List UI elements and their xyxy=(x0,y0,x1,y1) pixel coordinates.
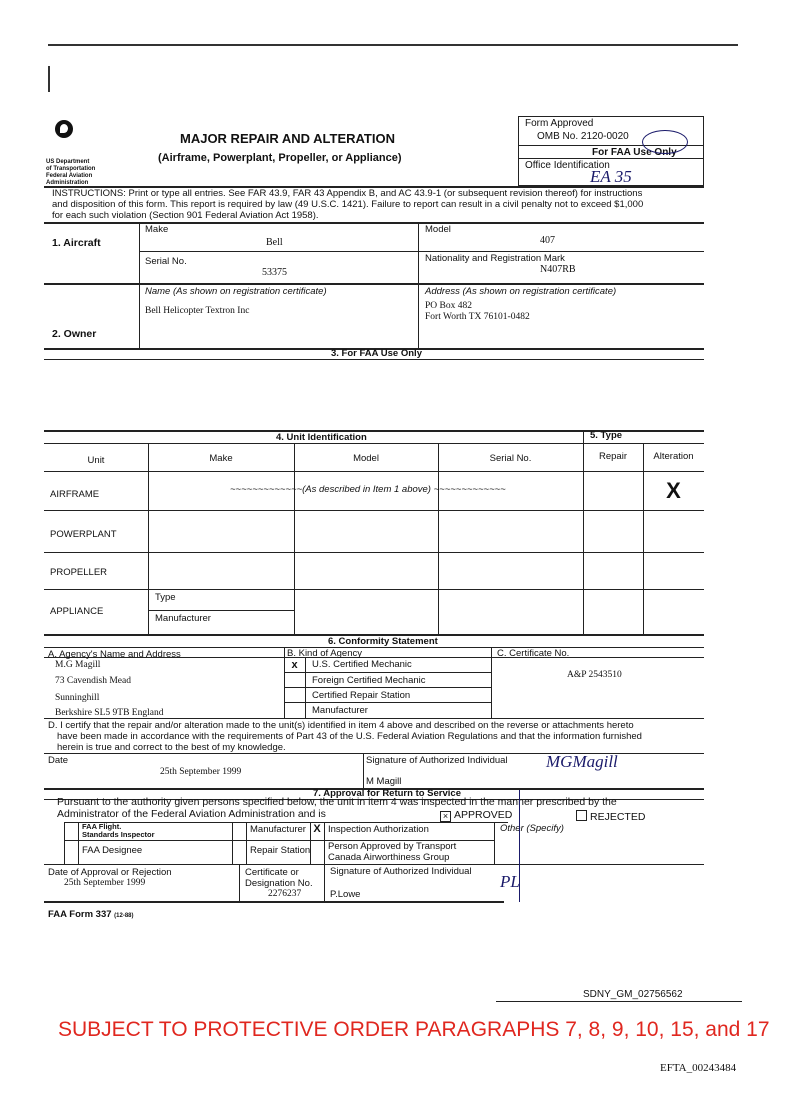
cert-label: C. Certificate No. xyxy=(497,648,570,659)
type-title: 5. Type xyxy=(590,430,623,441)
person-approved: Person Approved by Transport xyxy=(328,841,457,852)
faa-form-date: (12-88) xyxy=(114,913,134,919)
approval-sig-label: Signature of Authorized Individual xyxy=(330,866,472,877)
hand-drawn-line xyxy=(519,790,520,902)
dot-logo-icon xyxy=(55,120,73,138)
agency-label: A. Agency's Name and Address xyxy=(48,649,181,660)
instructions-line-3: for each such violation (Section 901 Federal Aviation Act 1958). xyxy=(52,210,319,221)
serial-label: Serial No. xyxy=(145,256,187,267)
canada-group: Canada Airworthiness Group xyxy=(328,852,450,863)
faa-flight: FAA Flight. xyxy=(82,822,122,831)
bates-number: SDNY_GM_02756562 xyxy=(583,989,683,1000)
omb-number: OMB No. 2120-0020 xyxy=(537,131,629,142)
cert-number: A&P 2543510 xyxy=(567,670,622,680)
col-repair: Repair xyxy=(599,451,627,462)
certify-line-3: herein is true and correct to the best of my knowledge. xyxy=(57,742,286,753)
rejected-checkbox[interactable] xyxy=(576,810,587,821)
conformity-sig-name: M Magill xyxy=(366,776,402,787)
conformity-signature: MGMagill xyxy=(546,752,618,771)
certify-line-2: have been made in accordance with the requirements of Part 43 of the U.S. Federal Aviation Regulations and that the information furnished xyxy=(57,731,642,742)
row-appliance: APPLIANCE xyxy=(50,606,104,617)
agency-line-4: Berkshire SL5 9TB England xyxy=(55,708,164,718)
aircraft-serial: 53375 xyxy=(262,267,287,278)
nationality-label: Nationality and Registration Mark xyxy=(425,253,565,264)
appliance-manufacturer-label: Manufacturer xyxy=(155,613,211,624)
conformity-date-label: Date xyxy=(48,755,69,766)
faa-use-only: For FAA Use Only xyxy=(592,147,677,158)
alteration-mark: X xyxy=(666,478,681,503)
kind-foreign-mechanic: Foreign Certified Mechanic xyxy=(312,675,426,686)
col-make: Make xyxy=(209,453,233,464)
approval-title: 7. Approval for Return to Service xyxy=(313,788,461,799)
dept-line-2: of Transportation xyxy=(46,166,96,172)
conformity-date: 25th September 1999 xyxy=(160,767,242,777)
manufacturer-option: Manufacturer xyxy=(250,824,306,835)
certify-line-1: D. I certify that the repair and/or alteration made to the unit(s) identified in item 4 above and described on the reverse or attachments hereto xyxy=(48,720,634,731)
cert-designation-no: 2276237 xyxy=(268,889,302,899)
kind-manufacturer: Manufacturer xyxy=(312,705,368,716)
approval-text-1: Pursuant to the authority given persons specified below, the unit in item 4 was inspected in the manner prescribed by the xyxy=(57,796,617,808)
top-scan-line xyxy=(48,44,738,46)
other-specify: Other (Specify) xyxy=(500,823,564,834)
approved-checkbox[interactable]: × xyxy=(440,811,451,822)
faa-designee: FAA Designee xyxy=(82,845,143,856)
col-serial: Serial No. xyxy=(489,453,532,464)
col-alteration: Alteration xyxy=(653,451,694,462)
office-id-value: EA 35 xyxy=(590,167,632,186)
repair-station-option: Repair Station xyxy=(250,845,311,856)
inspection-authorization: Inspection Authorization xyxy=(328,824,429,835)
kind-agency-label: B. Kind of Agency xyxy=(287,648,362,659)
agency-line-1: M.G Magill xyxy=(55,660,101,670)
form-title: MAJOR REPAIR AND ALTERATION xyxy=(180,131,395,146)
owner-section-label: 2. Owner xyxy=(52,328,97,340)
office-id-label: Office Identification xyxy=(525,160,610,171)
form-approved: Form Approved xyxy=(525,118,594,129)
row-airframe: AIRFRAME xyxy=(50,489,100,500)
owner-address-1: PO Box 482 xyxy=(425,301,472,311)
faa-form-number-text: FAA Form 337 xyxy=(48,909,112,920)
rejected-label: REJECTED xyxy=(590,811,646,823)
handwritten-initials-circle xyxy=(642,130,688,154)
approval-text-2: Administrator of the Federal Aviation Administration and is xyxy=(57,808,326,820)
owner-name-label: Name (As shown on registration certificate) xyxy=(145,286,327,297)
model-label: Model xyxy=(425,224,451,235)
conformity-title: 6. Conformity Statement xyxy=(328,636,438,647)
conformity-sig-label: Signature of Authorized Individual xyxy=(366,755,508,766)
faa-use-title: 3. For FAA Use Only xyxy=(331,348,422,359)
inspection-mark: X xyxy=(313,823,321,835)
approval-date-label: Date of Approval or Rejection xyxy=(48,867,172,878)
approval-date: 25th September 1999 xyxy=(64,878,146,888)
dept-line-1: US Department xyxy=(46,159,90,165)
unit-id-title: 4. Unit Identification xyxy=(276,432,367,443)
col-unit: Unit xyxy=(87,455,105,466)
registration-mark: N407RB xyxy=(540,264,576,275)
row-propeller: PROPELLER xyxy=(50,567,108,578)
instructions-line-2: and disposition of this form. This report is required by law (49 U.S.C. 1421). Failure to report can result in a civil penalty not to exceed $1,000 xyxy=(52,199,644,210)
aircraft-make: Bell xyxy=(266,237,283,248)
instructions-line-1: INSTRUCTIONS: Print or type all entries. See FAR 43.9, FAR 43 Appendix B, and AC 43.9-1 (or subsequent revision thereof) for instructions xyxy=(52,188,643,199)
owner-address-label: Address (As shown on registration certificate) xyxy=(425,286,617,297)
agency-line-3: Sunninghill xyxy=(55,693,100,703)
efta-number: EFTA_00243484 xyxy=(660,1062,737,1074)
appliance-type-label: Type xyxy=(155,592,176,603)
aircraft-model: 407 xyxy=(540,235,555,246)
col-model: Model xyxy=(353,453,379,464)
protective-order-notice: SUBJECT TO PROTECTIVE ORDER PARAGRAPHS 7, 8, 9, 10, 15, and 17 xyxy=(58,1018,770,1041)
left-scan-mark xyxy=(48,66,50,92)
owner-address-2: Fort Worth TX 76101-0482 xyxy=(425,312,530,322)
dept-line-4: Administration xyxy=(46,180,89,186)
approval-signature: PL xyxy=(500,872,520,891)
faa-form-number xyxy=(48,909,134,922)
agency-line-2: 73 Cavendish Mead xyxy=(55,676,131,686)
airframe-note: ~~~~~~~~~~~~~(As described in Item 1 above) ~~~~~~~~~~~~~ xyxy=(230,484,506,495)
approval-sig-name: P.Lowe xyxy=(330,889,361,900)
cert-designation-label-1: Certificate or xyxy=(245,867,299,878)
row-powerplant: POWERPLANT xyxy=(50,529,117,540)
make-label: Make xyxy=(145,224,169,235)
owner-name: Bell Helicopter Textron Inc xyxy=(145,306,250,316)
rejected-option xyxy=(576,810,645,823)
approved-label: APPROVED xyxy=(454,809,513,821)
kind-us-mechanic: U.S. Certified Mechanic xyxy=(312,659,412,670)
kind-mark: x xyxy=(291,659,298,671)
approved-option xyxy=(440,810,512,822)
form-subtitle: (Airframe, Powerplant, Propeller, or Appliance) xyxy=(158,152,402,164)
kind-repair-station: Certified Repair Station xyxy=(312,690,411,701)
cert-designation-label-2: Designation No. xyxy=(245,878,313,889)
standards-inspector: Standards Inspector xyxy=(82,830,155,839)
aircraft-section-label: 1. Aircraft xyxy=(52,237,101,249)
dept-line-3: Federal Aviation xyxy=(46,173,93,179)
